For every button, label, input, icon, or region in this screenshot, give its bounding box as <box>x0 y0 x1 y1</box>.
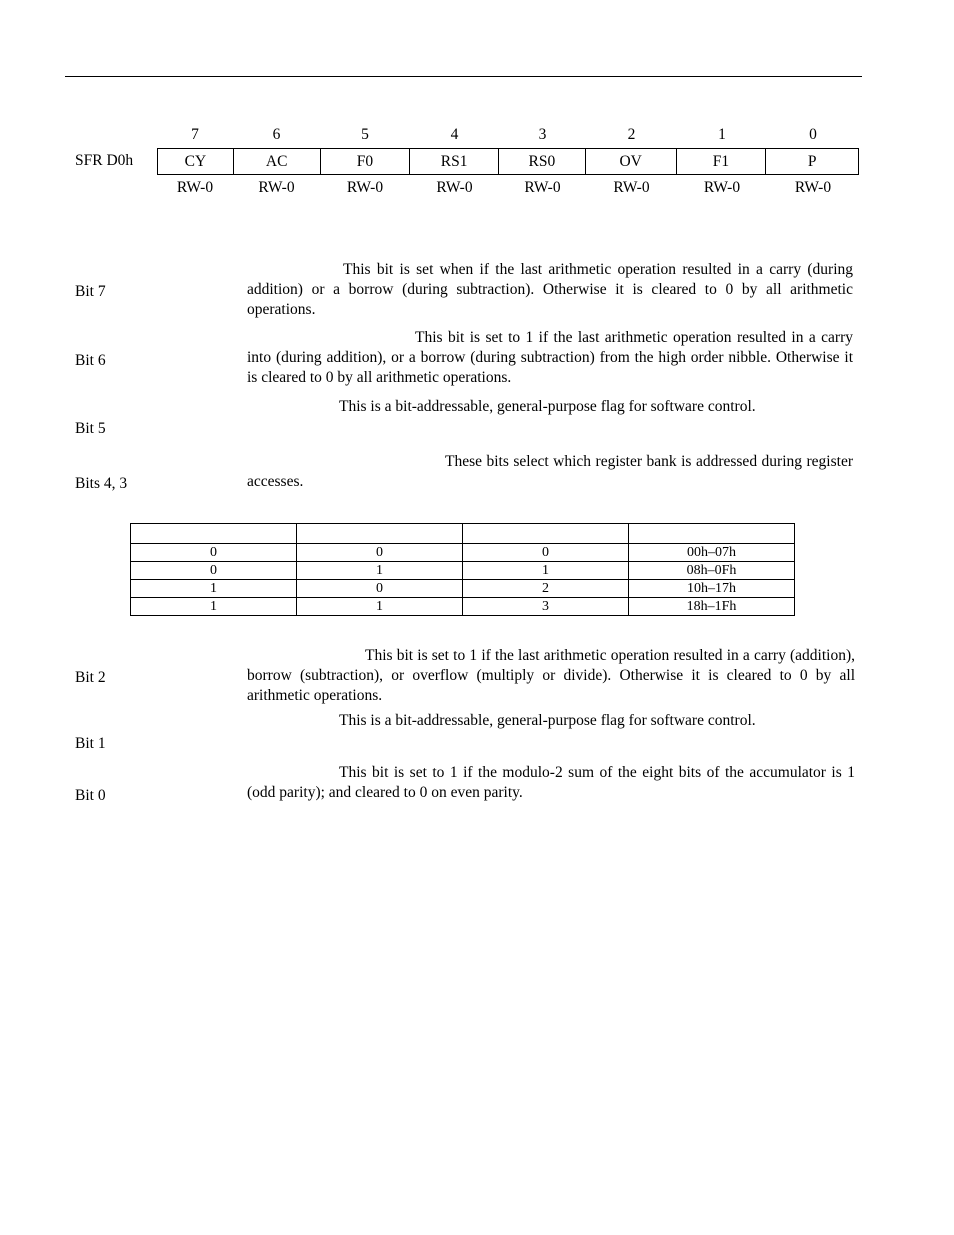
header-rule <box>65 76 862 77</box>
bit-5-label: Bit 5 <box>75 420 106 437</box>
table-cell: 10h–17h <box>629 580 795 598</box>
bit-field-rs0: RS0 <box>499 149 586 174</box>
table-row <box>131 544 795 562</box>
table-cell: 0 <box>297 580 463 598</box>
bit-number: 6 <box>272 126 281 143</box>
bit-1-description <box>247 711 853 731</box>
table-header-cell <box>629 524 795 544</box>
table-row <box>131 580 795 598</box>
table-header-cell <box>297 524 463 544</box>
table-cell: 1 <box>297 562 463 580</box>
table-cell: 18h–1Fh <box>629 598 795 616</box>
table-header-cell <box>131 524 297 544</box>
table-cell: 0 <box>297 544 463 562</box>
bits-4-3-text: These bits select which register bank is addressed during register accesses. <box>247 453 853 490</box>
bits-4-3-label: Bits 4, 3 <box>75 475 128 492</box>
access-type: RW-0 <box>794 179 832 196</box>
table-header-cell <box>463 524 629 544</box>
bit-7-text: This bit is set when if the last arithmetic operation resulted in a carry (during addition) or a borrow (during subtraction). Otherwise it is cleared to 0 by all arithmetic operations. <box>247 261 853 318</box>
table-cell: 1 <box>297 598 463 616</box>
table-cell: 00h–07h <box>629 544 795 562</box>
bit-6-description <box>247 328 853 388</box>
bit-6-text: This bit is set to 1 if the last arithmetic operation resulted in a carry into (during addition), or a borrow (during subtraction) from the high order nibble. Otherwise it is cleared to 0 by all arithmetic operations. <box>247 329 853 386</box>
bits-4-3-description <box>247 452 853 492</box>
bit-2-description <box>247 646 855 706</box>
bit-field-cy: CY <box>158 149 234 174</box>
bit-field-p: P <box>807 152 817 170</box>
bit-number: 5 <box>361 126 369 143</box>
register-address-label: SFR D0h <box>75 152 134 169</box>
bit-7-description <box>247 260 853 320</box>
access-type: RW-0 <box>613 179 650 196</box>
bit-field-rs1: RS1 <box>410 149 499 174</box>
table-cell: 08h–0Fh <box>629 562 795 580</box>
table-cell: 0 <box>131 562 297 580</box>
access-row <box>157 179 859 197</box>
access-type: RW-0 <box>524 179 561 196</box>
access-type: RW-0 <box>436 179 473 196</box>
bit-field-f1: F1 <box>677 149 767 174</box>
bit-0-description <box>247 763 855 803</box>
table-cell: 0 <box>463 544 629 562</box>
register-bank-table <box>130 523 795 616</box>
table-header-row <box>131 524 795 544</box>
bit-2-text: This bit is set to 1 if the last arithmetic operation resulted in a carry (addition), borrow (subtraction), or overflow (multiply or divide). Otherwise it is cleared to 0 by all arithmetic operations. <box>247 647 855 704</box>
bit-7-label: Bit 7 <box>75 283 106 300</box>
bit-field-ov: OV <box>586 149 677 174</box>
table-cell: 1 <box>463 562 629 580</box>
bit-2-label: Bit 2 <box>75 669 106 686</box>
bit-field-f0: F0 <box>321 149 411 174</box>
bit-number: 1 <box>718 126 726 143</box>
bit-5-text: This is a bit-addressable, general-purpose flag for software control. <box>339 398 756 415</box>
bit-field-ac: AC <box>234 149 321 174</box>
table-cell: 1 <box>131 598 297 616</box>
bit-1-text: This is a bit-addressable, general-purpose flag for software control. <box>339 712 756 729</box>
bit-number-row <box>157 126 859 144</box>
bit-number: 4 <box>450 126 459 143</box>
table-cell: 1 <box>131 580 297 598</box>
table-cell: 0 <box>131 544 297 562</box>
bit-1-label: Bit 1 <box>75 735 106 752</box>
table-cell: 3 <box>463 598 629 616</box>
access-type: RW-0 <box>258 179 295 196</box>
access-type: RW-0 <box>346 179 384 196</box>
register-bit-fields <box>157 148 859 175</box>
table-cell: 2 <box>463 580 629 598</box>
bit-number: 2 <box>627 126 636 143</box>
access-type: RW-0 <box>703 179 741 196</box>
access-type: RW-0 <box>176 179 214 196</box>
bit-5-description <box>247 397 853 417</box>
bit-number: 3 <box>538 126 547 143</box>
bit-0-text: This bit is set to 1 if the modulo-2 sum of the eight bits of the accumulator is 1 (odd parity); and cleared to 0 on even parity. <box>247 764 855 801</box>
table-row <box>131 562 795 580</box>
table-row <box>131 598 795 616</box>
bit-0-label: Bit 0 <box>75 787 106 804</box>
bit-number: 7 <box>191 126 199 143</box>
bit-6-label: Bit 6 <box>75 352 106 369</box>
bit-number: 0 <box>809 126 817 143</box>
